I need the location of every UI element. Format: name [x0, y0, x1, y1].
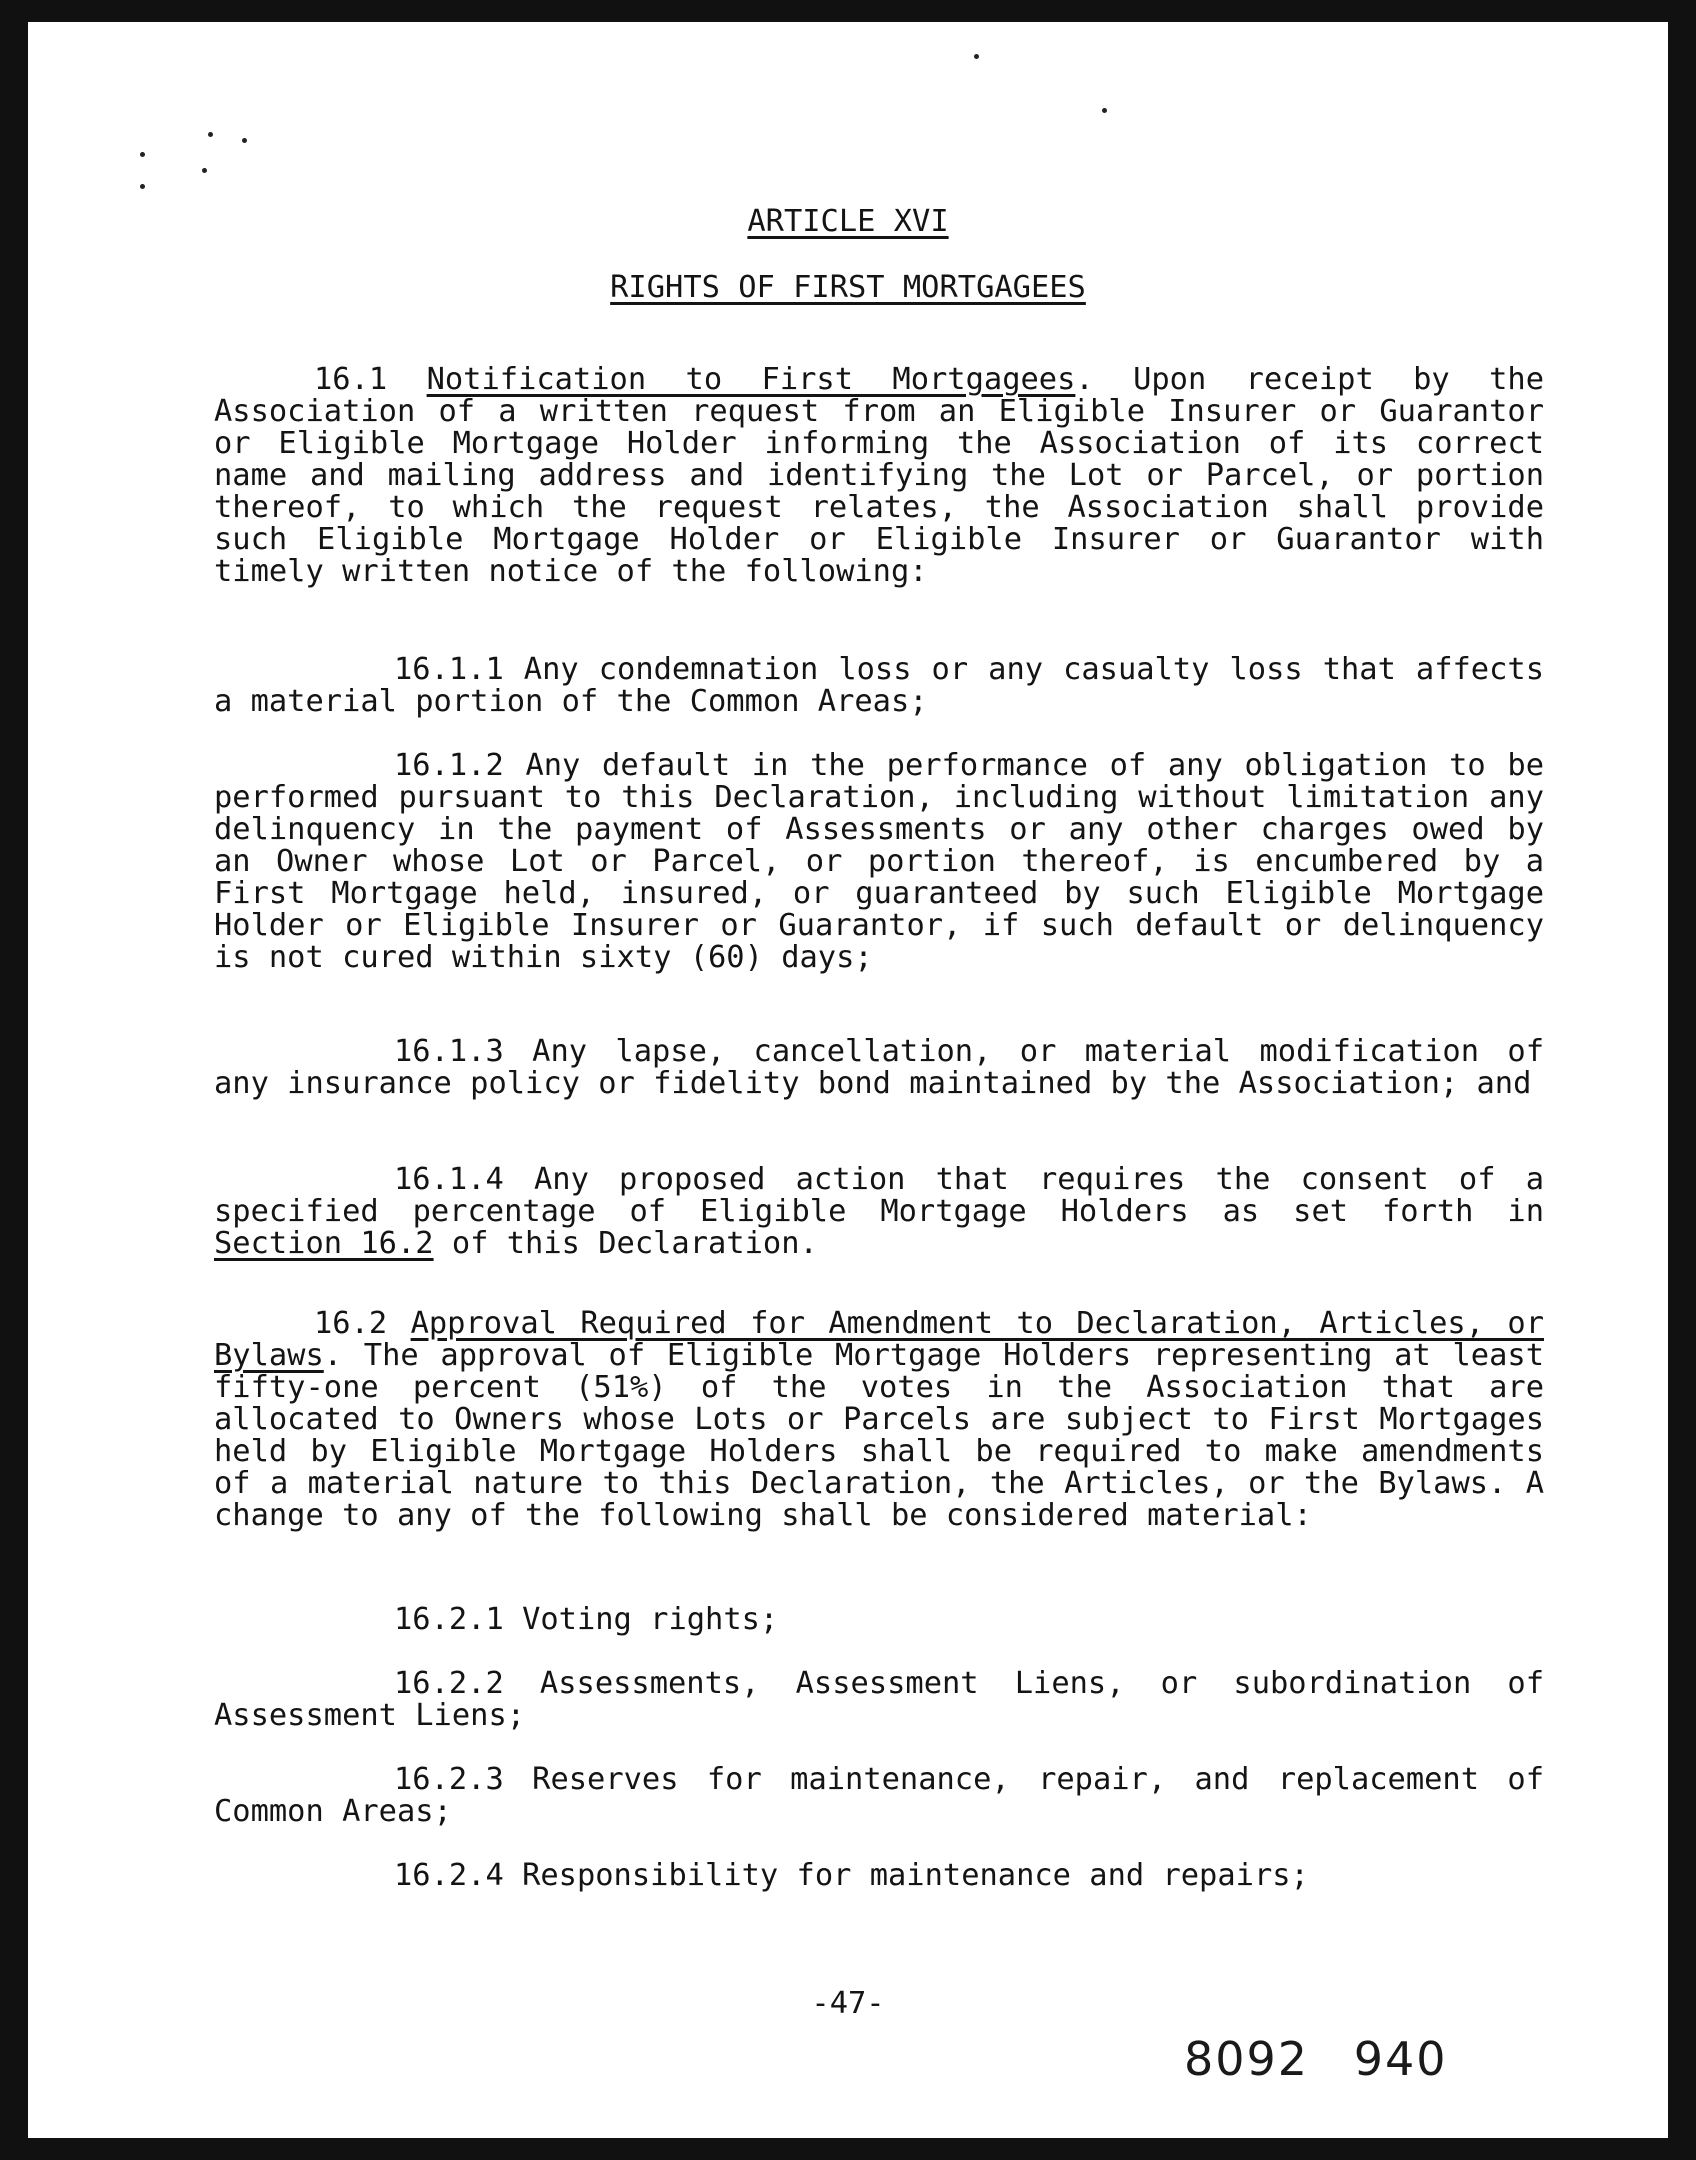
scan-speck	[140, 184, 145, 189]
section-text: . The approval of Eligible Mortgage Holders representing at least fifty-one percent (51%) of the votes in the Association that are allocated to Owners whose Lots or Parcels are subject to First Mortgages held by Eligible Mortgage Holders shall be required to make amendments of a material nature to this Declaration, the Articles, or the Bylaws. A change to any of the following shall be considered material:	[214, 1338, 1544, 1533]
item-16-2-2: 16.2.2 Assessments, Assessment Liens, or subordination of Assessment Liens;	[214, 1666, 1544, 1733]
article-title: RIGHTS OF FIRST MORTGAGEES	[610, 270, 1086, 305]
item-16-1-2: 16.1.2 Any default in the performance of any obligation to be performed pursuant to this Declaration, including without limitation any delinquency in the payment of Assessments or any other charges owed by an Owner whose Lot or Parcel, or portion thereof, is encumbered by a First Mortgage held, insured, or guaranteed by such Eligible Mortgage Holder or Eligible Insurer or Guarantor, if such default or delinquency is not cured within sixty (60) days;	[214, 748, 1544, 975]
scan-speck	[974, 54, 979, 59]
section-heading: Approval Required for Amendment to Declaration, Articles, or Bylaws	[214, 1306, 1544, 1373]
section-16-1	[214, 364, 1544, 588]
item-16-1-1: 16.1.1 Any condemnation loss or any casualty loss that affects a material portion of the Common Areas;	[214, 652, 1544, 719]
article-heading: ARTICLE XVI	[747, 204, 949, 239]
scan-speck	[140, 152, 145, 157]
item-16-1-3: 16.1.3 Any lapse, cancellation, or material modification of any insurance policy or fidelity bond maintained by the Association; and	[214, 1034, 1544, 1101]
scan-speck	[242, 138, 247, 143]
scan-speck	[1102, 108, 1107, 113]
item-text: of this Declaration.	[433, 1226, 818, 1261]
section-number: 16.2	[314, 1306, 388, 1341]
section-heading: Notification to First Mortgagees	[426, 362, 1076, 397]
section-number: 16.1	[314, 362, 388, 397]
page-number: -47-	[811, 1986, 885, 2021]
item-16-2-1: 16.2.1 Voting rights;	[394, 1602, 779, 1637]
section-text: . Upon receipt by the Association of a written request from an Eligible Insurer or Guarantor or Eligible Mortgage Holder informing the Association of its correct name and mailing address and identifying the Lot or Parcel, or portion thereof, to which the request relates, the Association shall provide such Eligible Mortgage Holder or Eligible Insurer or Guarantor with timely written notice of the following:	[214, 362, 1545, 589]
section-16-2	[214, 1308, 1544, 1532]
section-reference-link: Section 16.2	[214, 1226, 434, 1261]
scan-speck	[208, 132, 213, 137]
scan-speck	[202, 168, 207, 173]
item-16-2-4: 16.2.4 Responsibility for maintenance and repairs;	[394, 1858, 1309, 1893]
item-text: 16.1.4 Any proposed action that requires the consent of a specified percentage of Eligible Mortgage Holders as set forth in	[214, 1162, 1544, 1229]
item-16-2-3: 16.2.3 Reserves for maintenance, repair, and replacement of Common Areas;	[214, 1762, 1544, 1829]
document-page	[28, 22, 1668, 2138]
document-stamp-number: 8092 940	[1184, 2032, 1448, 2086]
item-16-1-4	[214, 1164, 1544, 1260]
